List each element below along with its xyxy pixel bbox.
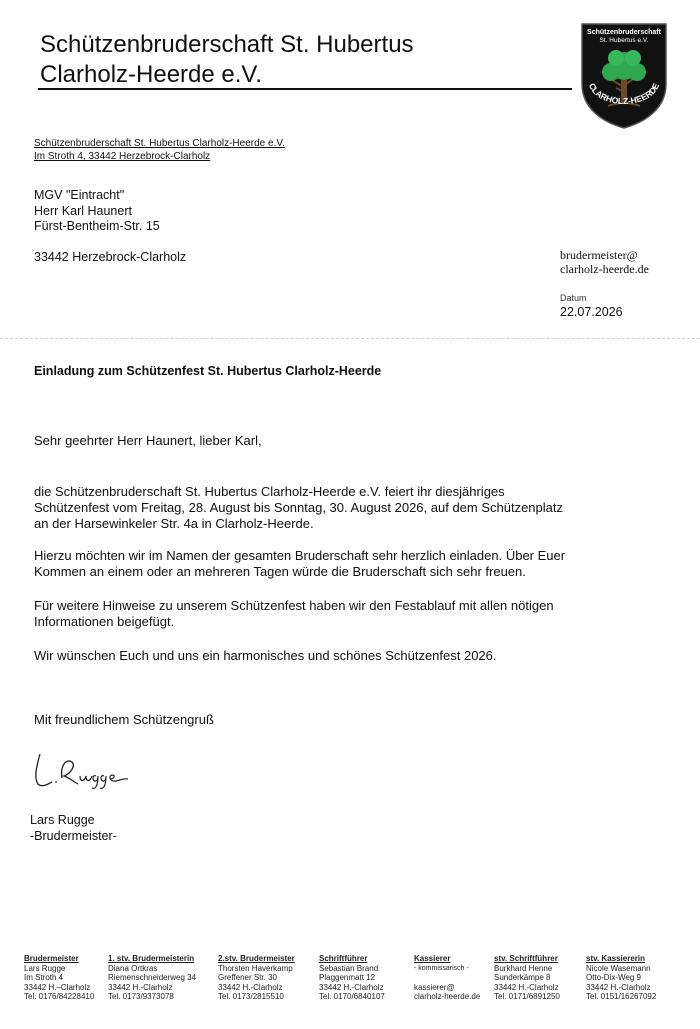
footer-column [319,954,414,1002]
board-members-footer [24,954,694,1002]
footer-city: 33442 H.-Clarholz [494,982,559,992]
footer-street: Greffener Str. 30 [218,973,277,983]
paragraph-line: Kommen an einem oder an mehreren Tagen würde die Bruderschaft sich sehr freuen. [34,564,526,579]
logo-top-line2: St. Hubertus e.V. [599,37,649,44]
footer-phone: Tel. 0170/6840107 [319,992,385,1002]
logo-top-line1: Schützenbruderschaft [587,29,661,36]
footer-column [414,954,494,1002]
footer-column [218,954,319,1002]
footer-role: 2.stv. Brudermeister [218,954,295,963]
date-value: 22.07.2026 [560,305,623,319]
signer-title: -Brudermeister- [30,829,117,843]
footer-role: stv. Kassiererin [586,954,645,963]
footer-city: 33442 H.-Clarholz [319,982,384,992]
paragraph-line: Schützenfest vom Freitag, 28. August bis Sonntag, 30. August 2026, auf dem Schützenplatz [34,500,564,515]
footer-phone: Tel. 0173/9373078 [108,992,174,1002]
salutation: Sehr geehrter Herr Haunert, lieber Karl, [34,433,262,448]
recipient-line2: Herr Karl Haunert [34,203,132,218]
footer-phone: Tel. 0171/6891250 [494,992,560,1002]
footer-city: 33442 H.–Clarholz [24,982,91,992]
paragraph-line: Für weitere Hinweise zu unserem Schützenfest haben wir den Festablauf mit allen nötigen [34,598,554,613]
footer-role: Kassierer [414,954,451,963]
sender-line1: Schützenbruderschaft St. Hubertus Clarholz-Heerde e.V. [34,138,285,149]
footer-phone: Tel. 0173/2815510 [218,992,284,1002]
footer-street: Riemenschneiderweg 34 [108,973,197,983]
footer-street: Im Stroth 4 [24,973,64,983]
footer-name: - kommissarisch - [414,964,469,972]
letter-subject: Einladung zum Schützenfest St. Hubertus Clarholz-Heerde [34,364,382,378]
footer-name: Diana Ortkras [108,963,158,973]
footer-name: Thorsten Haverkamp [218,963,293,973]
footer-name: Lars Rugge [24,963,66,973]
logo-arc-text: CLARHOLZ-HEERDE [586,81,662,107]
footer-role: stv. Schriftführer [494,954,558,963]
paragraph-1 [34,484,674,532]
signer-name: Lars Rugge [30,813,95,827]
organization-title [40,30,414,90]
organization-title-line2: Clarholz-Heerde e.V. [40,61,262,88]
email-line2: clarholz-heerde.de [560,262,649,276]
footer-city: 33442 H.-Clarholz [586,982,651,992]
closing: Mit freundlichem Schützengruß [34,712,214,727]
footer-role: 1. stv. Brudermeisterin [108,954,195,963]
sender-address [34,137,285,163]
footer-city: 33442 H.-Clarholz [108,982,173,992]
footer-column [24,954,108,1002]
footer-name: Burkhard Henne [494,963,553,973]
footer-street: Otto-Dix-Weg 9 [586,973,641,983]
footer-column [586,954,670,1002]
footer-name: Nicole Wasemann [586,963,651,973]
footer-column [108,954,218,1002]
handwritten-signature [30,748,140,792]
paragraph-4: Wir wünschen Euch und uns ein harmonisches und schönes Schützenfest 2026. [34,648,497,663]
paragraph-line: die Schützenbruderschaft St. Hubertus Clarholz-Heerde e.V. feiert ihr diesjähriges [34,484,505,499]
fold-mark [0,338,700,339]
recipient-line3: Fürst-Bentheim-Str. 15 [34,219,160,233]
recipient-city: 33442 Herzebrock-Clarholz [34,250,187,264]
date-label: Datum [560,293,587,303]
footer-city: kassierer@ [414,982,455,992]
footer-role: Schriftführer [319,954,368,963]
club-logo [578,22,670,130]
paragraph-3 [34,598,674,630]
footer-street [414,973,494,983]
email-line1: brudermeister@ [560,248,638,262]
organization-title-line1: Schützenbruderschaft St. Hubertus [40,31,414,58]
signer-block [30,812,117,844]
footer-phone: clarholz-heerde.de [414,992,481,1002]
sender-line2: Im Stroth 4, 33442 Herzebrock-Clarholz [34,151,211,162]
contact-email[interactable] [560,248,649,276]
recipient-line1: MGV "Eintracht" [34,188,125,202]
paragraph-2 [34,548,674,580]
footer-phone: Tel. 0176/84228410 [24,992,95,1002]
footer-street: Plaggenmatt 12 [319,973,376,983]
footer-column [494,954,586,1002]
footer-phone: Tel. 0151/16267092 [586,992,657,1002]
footer-name: Sebastian Brand [319,963,379,973]
paragraph-line: Hierzu möchten wir im Namen der gesamten Bruderschaft sehr herzlich einladen. Über Euer [34,548,566,563]
paragraph-line: Informationen beigefügt. [34,614,175,629]
footer-role: Brudermeister [24,954,79,963]
recipient-address [34,188,160,235]
header-rule [38,88,572,90]
footer-city: 33442 H.-Clarholz [218,982,283,992]
paragraph-line: an der Harsewinkeler Str. 4a in Clarholz-Heerde. [34,516,314,531]
footer-street: Sunderkämpe 8 [494,973,551,983]
